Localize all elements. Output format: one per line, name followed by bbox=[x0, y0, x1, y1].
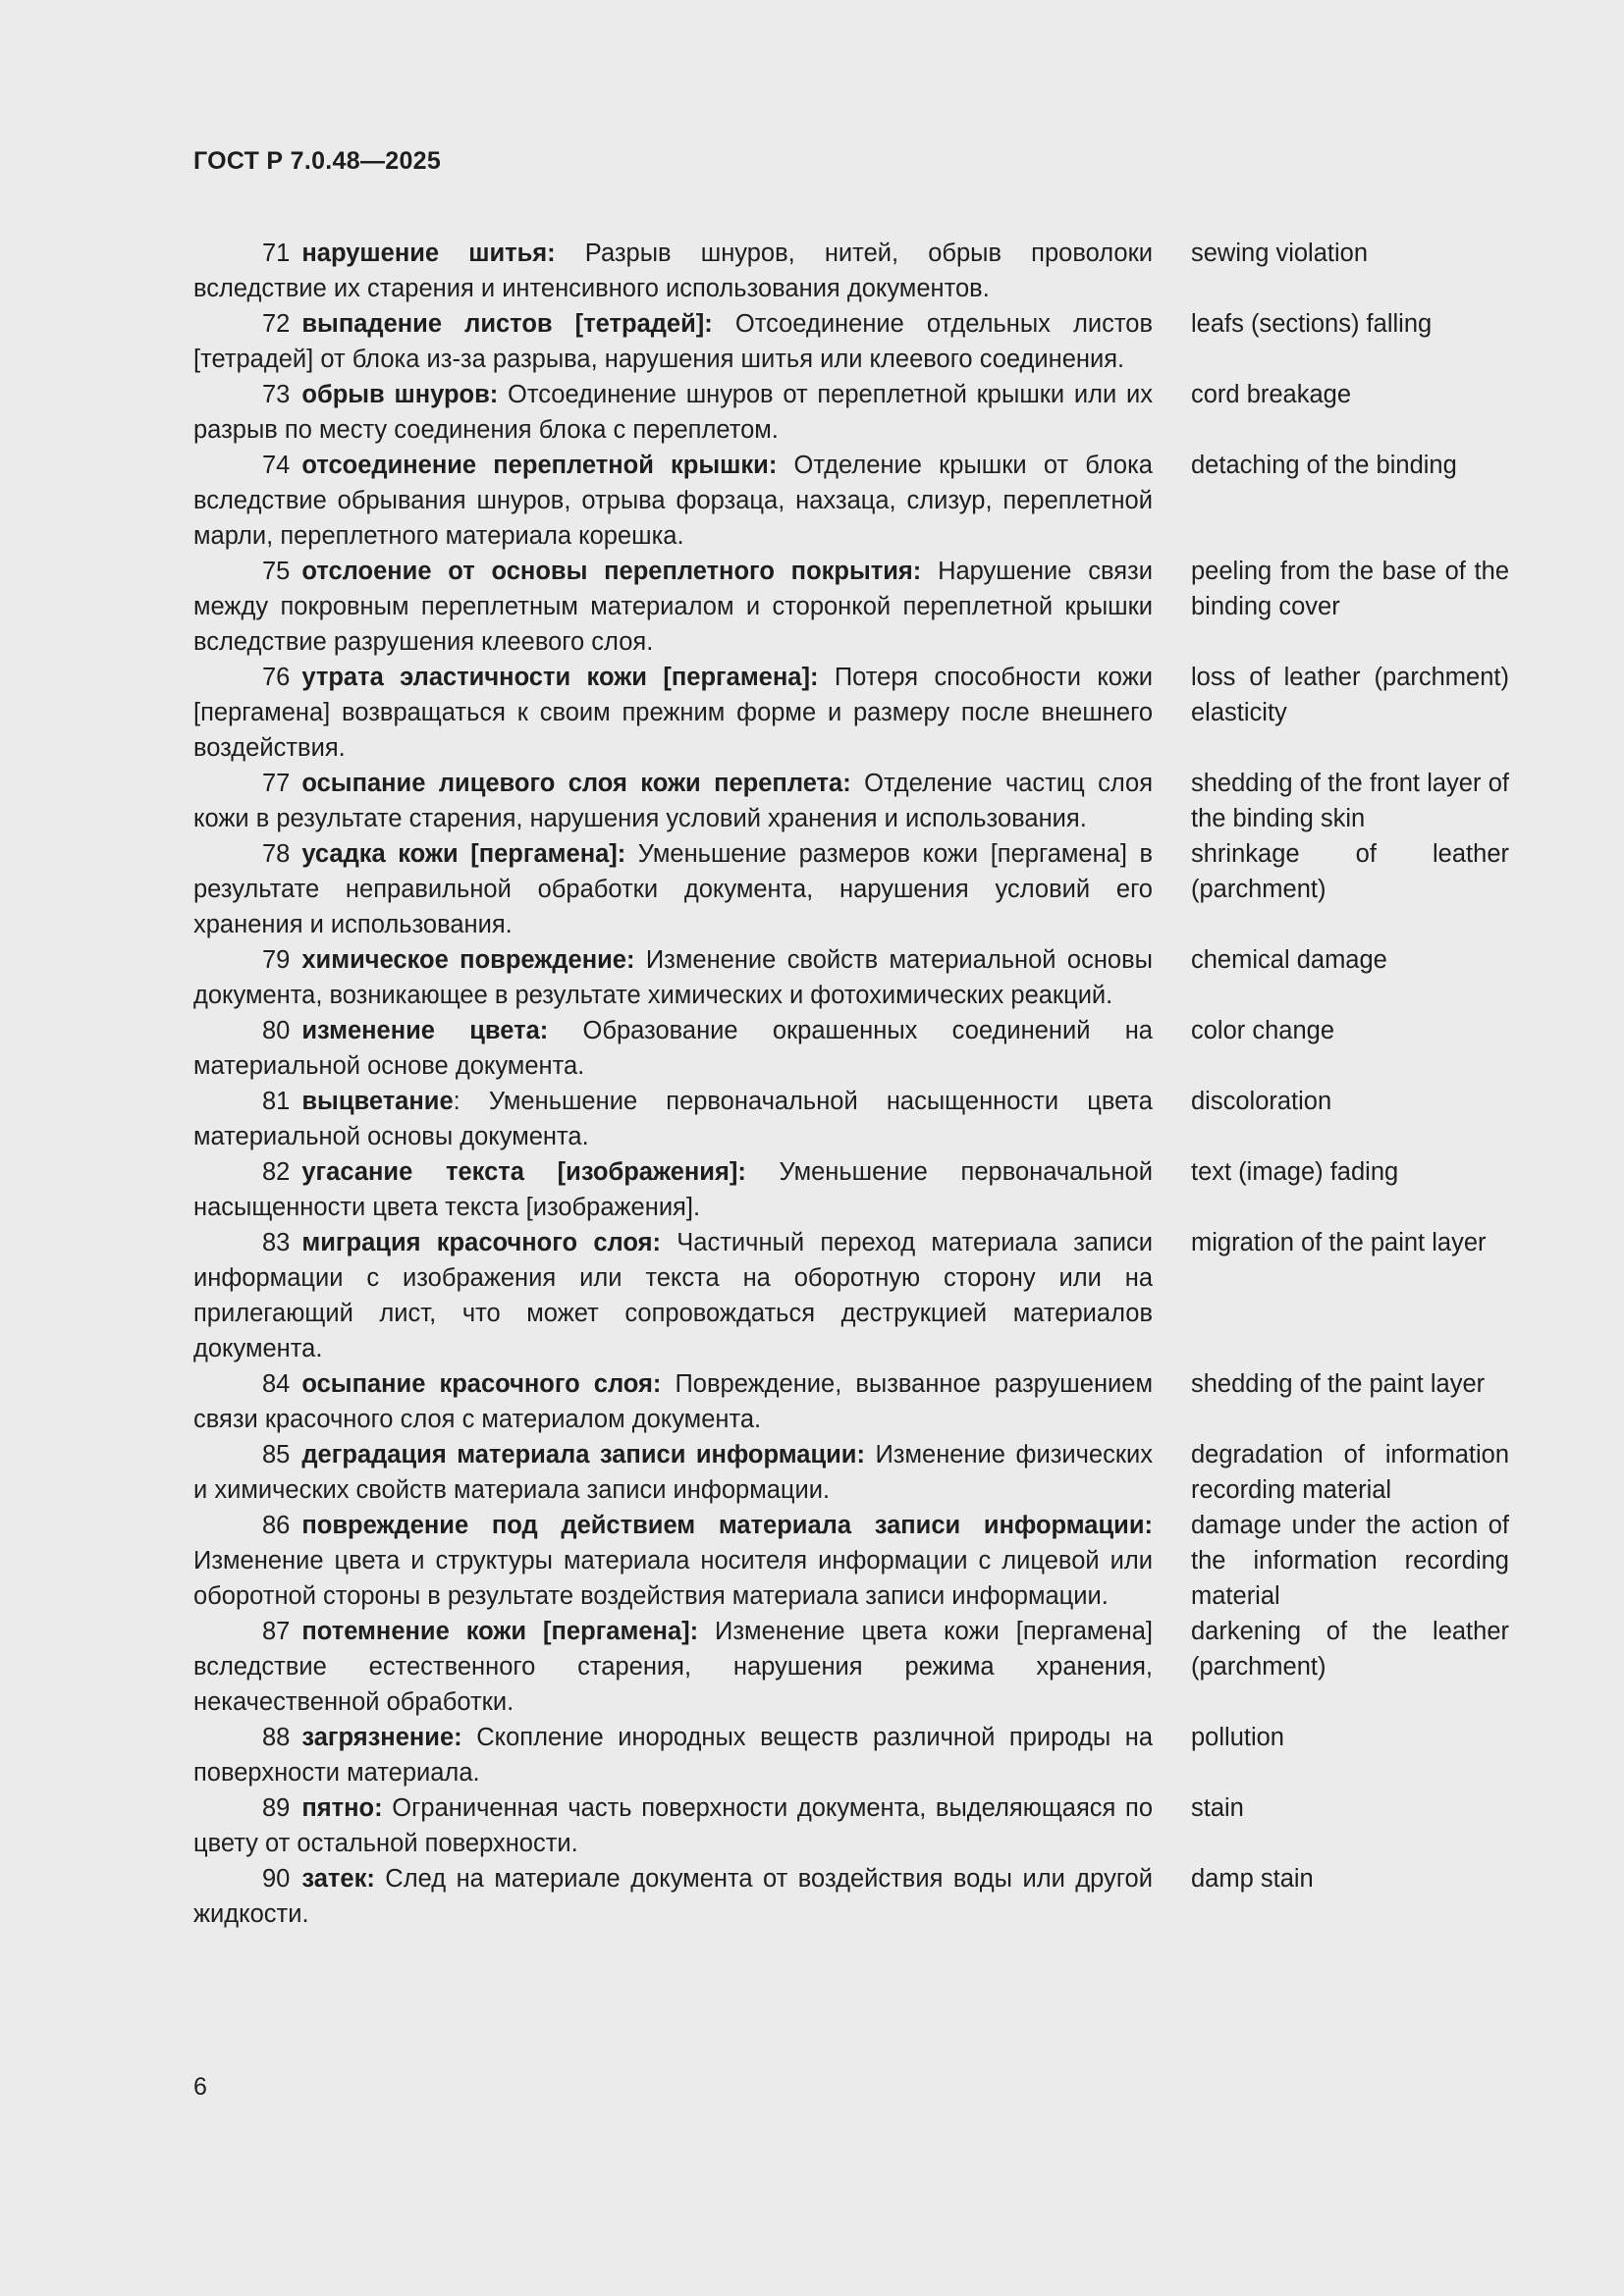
term-definition-text: Изменение цвета кожи [пергамена] вследствие естественного старения, нарушения режима хранения, некачественной обработки. bbox=[193, 1618, 1153, 1716]
term-definition-text: Уменьшение первоначальной насыщенности цвета текста [изображения]. bbox=[193, 1158, 1153, 1221]
term-entry bbox=[193, 1861, 1509, 1932]
term-english-equivalent: discoloration bbox=[1191, 1088, 1332, 1115]
term-definition-text: Отделение частиц слоя кожи в результате старения, нарушения условий хранения и использования. bbox=[193, 770, 1154, 832]
term-entry bbox=[193, 942, 1509, 1013]
term-definition-ru bbox=[193, 448, 1153, 554]
term-number: 71 bbox=[262, 240, 291, 267]
term-name: утрата эластичности кожи [пергамена]: bbox=[301, 664, 819, 691]
term-number: 85 bbox=[262, 1441, 291, 1468]
term-number: 78 bbox=[262, 840, 291, 868]
term-definition-text: Отделение крышки от блока вследствие обрывания шнуров, отрыва форзаца, нахзаца, слизур, переплетной марли, переплетного материала корешка. bbox=[193, 452, 1153, 550]
term-name: отслоение от основы переплетного покрытия: bbox=[301, 558, 922, 585]
term-definition-text: Ограниченная часть поверхности документа, выделяющаяся по цвету от остальной поверхности. bbox=[193, 1794, 1153, 1857]
term-number: 74 bbox=[262, 452, 291, 479]
term-definition-ru bbox=[193, 836, 1153, 942]
term-name: выцветание bbox=[301, 1088, 454, 1115]
term-definition-ru bbox=[193, 1614, 1153, 1720]
term-number: 88 bbox=[262, 1724, 291, 1751]
term-entry bbox=[193, 1366, 1509, 1437]
term-english-equivalent: shedding of the paint layer bbox=[1191, 1370, 1486, 1398]
term-name: миграция красочного слоя: bbox=[301, 1229, 662, 1256]
term-definition-text: Образование окрашенных соединений на материальной основе документа. bbox=[193, 1017, 1153, 1080]
term-english-equivalent: shedding of the front layer of the binding skin bbox=[1191, 770, 1509, 832]
term-english-equivalent: damp stain bbox=[1191, 1865, 1314, 1893]
term-entry bbox=[193, 1790, 1509, 1861]
term-name: потемнение кожи [пергамена]: bbox=[301, 1618, 699, 1645]
term-number: 77 bbox=[262, 770, 291, 797]
page-number: 6 bbox=[193, 2073, 207, 2101]
term-entry bbox=[193, 554, 1509, 660]
term-english-equivalent: loss of leather (parchment) elasticity bbox=[1191, 664, 1509, 726]
term-entry bbox=[193, 1154, 1509, 1225]
term-entry bbox=[193, 1508, 1509, 1614]
term-english-equivalent: degradation of information recording material bbox=[1191, 1441, 1509, 1504]
term-definition-text: : Уменьшение первоначальной насыщенности цвета материальной основы документа. bbox=[193, 1088, 1153, 1150]
term-definition-text: Повреждение, вызванное разрушением связи красочного слоя с материалом документа. bbox=[193, 1370, 1153, 1433]
term-definition-text: Изменение цвета и структуры материала носителя информации с лицевой или оборотной стороны в результате воздействия материала записи информации. bbox=[193, 1547, 1153, 1610]
term-definition-ru bbox=[193, 942, 1153, 1013]
term-entry bbox=[193, 1225, 1509, 1366]
term-number: 76 bbox=[262, 664, 291, 691]
term-number: 80 bbox=[262, 1017, 291, 1044]
term-definition-ru bbox=[193, 1013, 1153, 1084]
term-name: осыпание лицевого слоя кожи переплета: bbox=[301, 770, 851, 797]
term-number: 90 bbox=[262, 1865, 291, 1893]
term-definition-text: Изменение физических и химических свойств материала записи информации. bbox=[193, 1441, 1153, 1504]
term-name: осыпание красочного слоя: bbox=[301, 1370, 662, 1398]
term-definition-ru bbox=[193, 766, 1153, 836]
term-english-equivalent: peeling from the base of the binding cover bbox=[1191, 558, 1509, 620]
term-entry bbox=[193, 377, 1509, 448]
term-entry bbox=[193, 836, 1509, 942]
term-number: 75 bbox=[262, 558, 291, 585]
term-name: загрязнение: bbox=[301, 1724, 462, 1751]
term-entry bbox=[193, 1614, 1509, 1720]
document-header: ГОСТ Р 7.0.48—2025 bbox=[193, 147, 442, 175]
term-definition-ru bbox=[193, 1790, 1153, 1861]
term-number: 82 bbox=[262, 1158, 291, 1186]
term-definition-text: Отсоединение шнуров от переплетной крышки или их разрыв по месту соединения блока с переплетом. bbox=[193, 381, 1153, 444]
term-definition-text: Изменение свойств материальной основы документа, возникающее в результате химических и фотохимических реакций. bbox=[193, 946, 1153, 1009]
term-definition-text: Уменьшение размеров кожи [пергамена] в результате неправильной обработки документа, нарушения условий его хранения и использования. bbox=[193, 840, 1154, 938]
term-entry bbox=[193, 1720, 1509, 1790]
term-entry bbox=[193, 236, 1509, 306]
term-definition-ru bbox=[193, 1154, 1153, 1225]
term-number: 89 bbox=[262, 1794, 291, 1822]
term-english-equivalent: stain bbox=[1191, 1794, 1244, 1822]
term-english-equivalent: darkening of the leather (parchment) bbox=[1191, 1618, 1509, 1681]
term-definition-ru bbox=[193, 1508, 1153, 1614]
term-number: 83 bbox=[262, 1229, 291, 1256]
term-definition-ru bbox=[193, 306, 1153, 377]
term-english-equivalent: text (image) fading bbox=[1191, 1158, 1399, 1186]
term-definition-ru bbox=[193, 554, 1153, 660]
term-definition-ru bbox=[193, 1366, 1153, 1437]
term-number: 86 bbox=[262, 1512, 291, 1539]
term-name: повреждение под действием материала записи информации: bbox=[301, 1512, 1153, 1539]
term-definition-text: Нарушение связи между покровным переплетным материалом и сторонкой переплетной крышки вследствие разрушения клеевого слоя. bbox=[193, 558, 1153, 656]
term-definition-ru bbox=[193, 1437, 1153, 1508]
term-name: обрыв шнуров: bbox=[301, 381, 499, 408]
term-definition-ru bbox=[193, 1225, 1153, 1366]
term-name: затек: bbox=[301, 1865, 375, 1893]
term-entry bbox=[193, 448, 1509, 554]
term-name: угасание текста [изображения]: bbox=[301, 1158, 746, 1186]
term-english-equivalent: detaching of the binding bbox=[1191, 452, 1457, 479]
term-definition-ru bbox=[193, 1084, 1153, 1154]
term-entry bbox=[193, 1013, 1509, 1084]
term-definition-ru bbox=[193, 660, 1153, 766]
term-name: пятно: bbox=[301, 1794, 383, 1822]
term-name: деградация материала записи информации: bbox=[301, 1441, 865, 1468]
term-english-equivalent: migration of the paint layer bbox=[1191, 1229, 1487, 1256]
term-number: 84 bbox=[262, 1370, 291, 1398]
term-english-equivalent: chemical damage bbox=[1191, 946, 1387, 974]
term-number: 72 bbox=[262, 310, 291, 338]
term-definition-text: Частичный переход материала записи информации с изображения или текста на оборотную сторону или на прилегающий лист, что может сопровождаться деструкцией материалов документа. bbox=[193, 1229, 1153, 1362]
term-name: выпадение листов [тетрадей]: bbox=[301, 310, 713, 338]
term-definition-ru bbox=[193, 1861, 1153, 1932]
term-entry bbox=[193, 1084, 1509, 1154]
term-name: изменение цвета: bbox=[301, 1017, 549, 1044]
term-definition-text: Потеря способности кожи [пергамена] возвращаться к своим прежним форме и размеру после внешнего воздействия. bbox=[193, 664, 1153, 762]
term-number: 81 bbox=[262, 1088, 291, 1115]
term-entry bbox=[193, 766, 1509, 836]
term-name: усадка кожи [пергамена]: bbox=[301, 840, 626, 868]
term-definition-ru bbox=[193, 236, 1153, 306]
term-definition-text: Отсоединение отдельных листов [тетрадей] от блока из-за разрыва, нарушения шитья или клеевого соединения. bbox=[193, 310, 1153, 373]
term-english-equivalent: damage under the action of the information recording material bbox=[1191, 1512, 1509, 1610]
term-number: 79 bbox=[262, 946, 291, 974]
term-number: 87 bbox=[262, 1618, 291, 1645]
term-entry bbox=[193, 1437, 1509, 1508]
term-english-equivalent: sewing violation bbox=[1191, 240, 1369, 267]
term-number: 73 bbox=[262, 381, 291, 408]
term-definition-text: Разрыв шнуров, нитей, обрыв проволоки вследствие их старения и интенсивного использования документов. bbox=[193, 240, 1153, 302]
term-english-equivalent: leafs (sections) falling bbox=[1191, 310, 1433, 338]
term-definition-ru bbox=[193, 377, 1153, 448]
term-entry bbox=[193, 306, 1509, 377]
term-definition-text: След на материале документа от воздействия воды или другой жидкости. bbox=[193, 1865, 1153, 1928]
term-name: отсоединение переплетной крышки: bbox=[301, 452, 778, 479]
term-entry bbox=[193, 660, 1509, 766]
term-list bbox=[193, 236, 1509, 1932]
term-english-equivalent: color change bbox=[1191, 1017, 1335, 1044]
term-english-equivalent: cord breakage bbox=[1191, 381, 1352, 408]
term-english-equivalent: shrinkage of leather (parchment) bbox=[1191, 840, 1509, 903]
term-definition-ru bbox=[193, 1720, 1153, 1790]
term-name: нарушение шитья: bbox=[301, 240, 556, 267]
term-name: химическое повреждение: bbox=[301, 946, 635, 974]
term-definition-text: Скопление инородных веществ различной природы на поверхности материала. bbox=[193, 1724, 1153, 1787]
term-english-equivalent: pollution bbox=[1191, 1724, 1284, 1751]
